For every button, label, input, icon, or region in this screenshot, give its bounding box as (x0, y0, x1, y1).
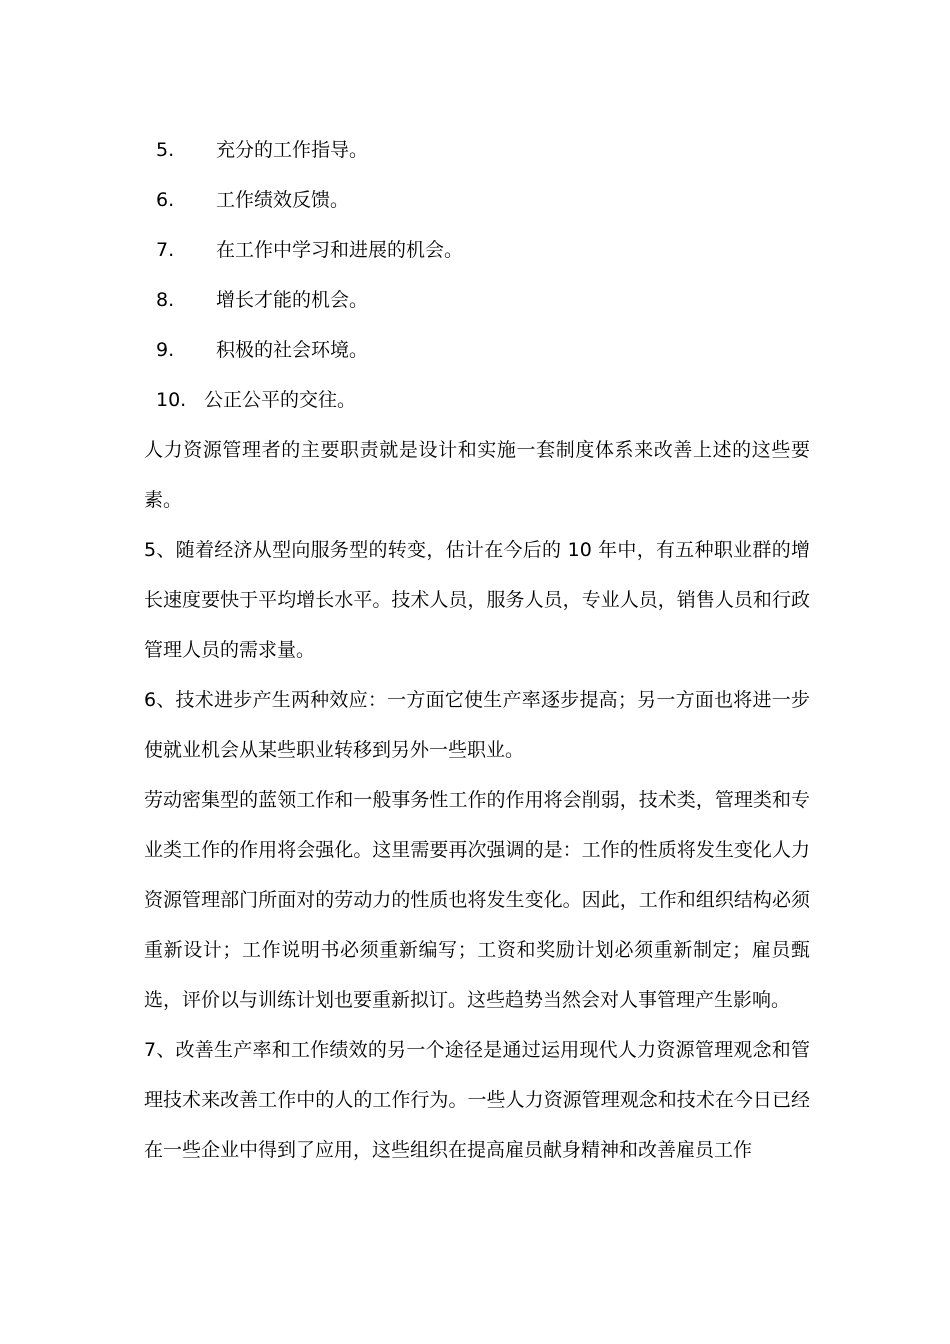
paragraph: 7、改善生产率和工作绩效的另一个途径是通过运用现代人力资源管理观念和管理技术来改善工作中的人的工作行为。一些人力资源管理观念和技术在今日已经在一些企业中得到了应用，这些组织在提高雇员献身精神和改善雇员工作 (144, 1039, 810, 1161)
list-text: 在工作中学习和进展的机会。 (216, 239, 464, 261)
list-item (144, 175, 810, 225)
list-number: 5. (156, 139, 175, 161)
list-text: 充分的工作指导。 (216, 139, 369, 161)
list-text: 积极的社会环境。 (216, 339, 369, 361)
list-number: 6. (156, 189, 175, 211)
list-item (144, 325, 810, 375)
list-item (144, 125, 810, 175)
paragraph: 6、技术进步产生两种效应：一方面它使生产率逐步提高；另一方面也将进一步使就业机会从某些职业转移到另外一些职业。 (144, 689, 810, 761)
list-number: 8. (156, 289, 175, 311)
list-number: 9. (156, 339, 175, 361)
paragraph: 人力资源管理者的主要职责就是设计和实施一套制度体系来改善上述的这些要素。 (144, 439, 810, 511)
document-body (144, 125, 810, 1175)
list-item (144, 375, 810, 425)
list-text: 公正公平的交往。 (204, 389, 357, 411)
list-text: 工作绩效反馈。 (216, 189, 350, 211)
paragraph: 劳动密集型的蓝领工作和一般事务性工作的作用将会削弱，技术类，管理类和专业类工作的作用将会强化。这里需要再次强调的是：工作的性质将发生变化人力资源管理部门所面对的劳动力的性质也将发生变化。因此，工作和组织结构必须重新设计；工作说明书必须重新编写；工资和奖励计划必须重新制定；雇员甄选，评价以与训练计划也要重新拟订。这些趋势当然会对人事管理产生影响。 (144, 789, 810, 1011)
paragraph: 5、随着经济从型向服务型的转变，估计在今后的 10 年中，有五种职业群的增长速度要快于平均增长水平。技术人员，服务人员，专业人员，销售人员和行政管理人员的需求量。 (144, 539, 810, 661)
list-number: 7. (156, 239, 175, 261)
list-item (144, 225, 810, 275)
list-item (144, 275, 810, 325)
list-text: 增长才能的机会。 (216, 289, 369, 311)
list-number: 10. (156, 389, 187, 411)
